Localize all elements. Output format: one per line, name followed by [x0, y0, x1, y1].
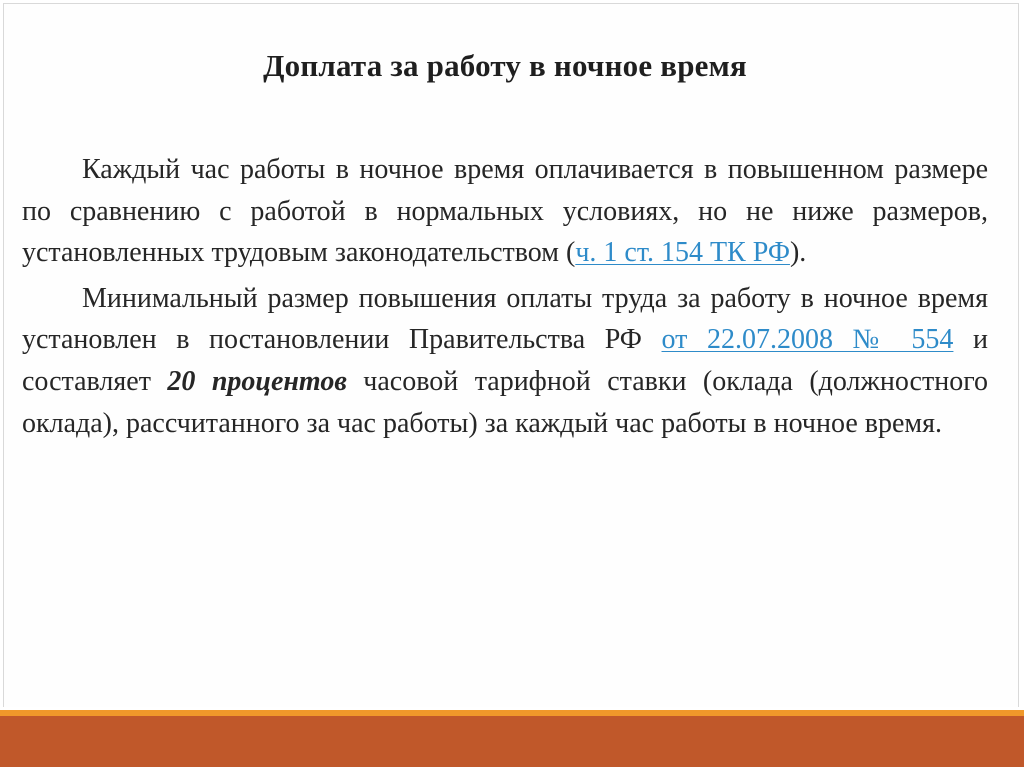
slide-title: Доплата за работу в ночное время [263, 48, 747, 83]
paragraph-1-text: Каждый час работы в ночное время оплачивается в повышенном размере по сравнению с работой в нормальных условиях, но не ниже размеров, установленных трудовым законодательством ( [22, 154, 988, 269]
paragraph-1-closing: ). [789, 237, 807, 269]
percent-emphasis: 20 процентов [167, 365, 347, 397]
paragraph-night-pay [22, 149, 988, 274]
law-reference-link[interactable]: ч. 1 ст. 154 ТК РФ [575, 237, 790, 269]
paragraph-2-middle: и составляет [22, 324, 989, 397]
paragraph-2-text: Минимальный размер повышения оплаты труда за работу в ночное время установлен в постановлении Правительства РФ [22, 282, 988, 356]
paragraph-2-ending: часовой тарифной ставки (оклада (должностного оклада), рассчитанного за час работы) за каждый час работы в ночное время. [22, 365, 988, 439]
decree-reference-link[interactable]: от 22.07.2008 № 554 [661, 324, 954, 356]
slide-body [22, 149, 988, 448]
paragraph-minimum-rate [22, 278, 988, 444]
accent-bar-thick [0, 716, 1024, 767]
